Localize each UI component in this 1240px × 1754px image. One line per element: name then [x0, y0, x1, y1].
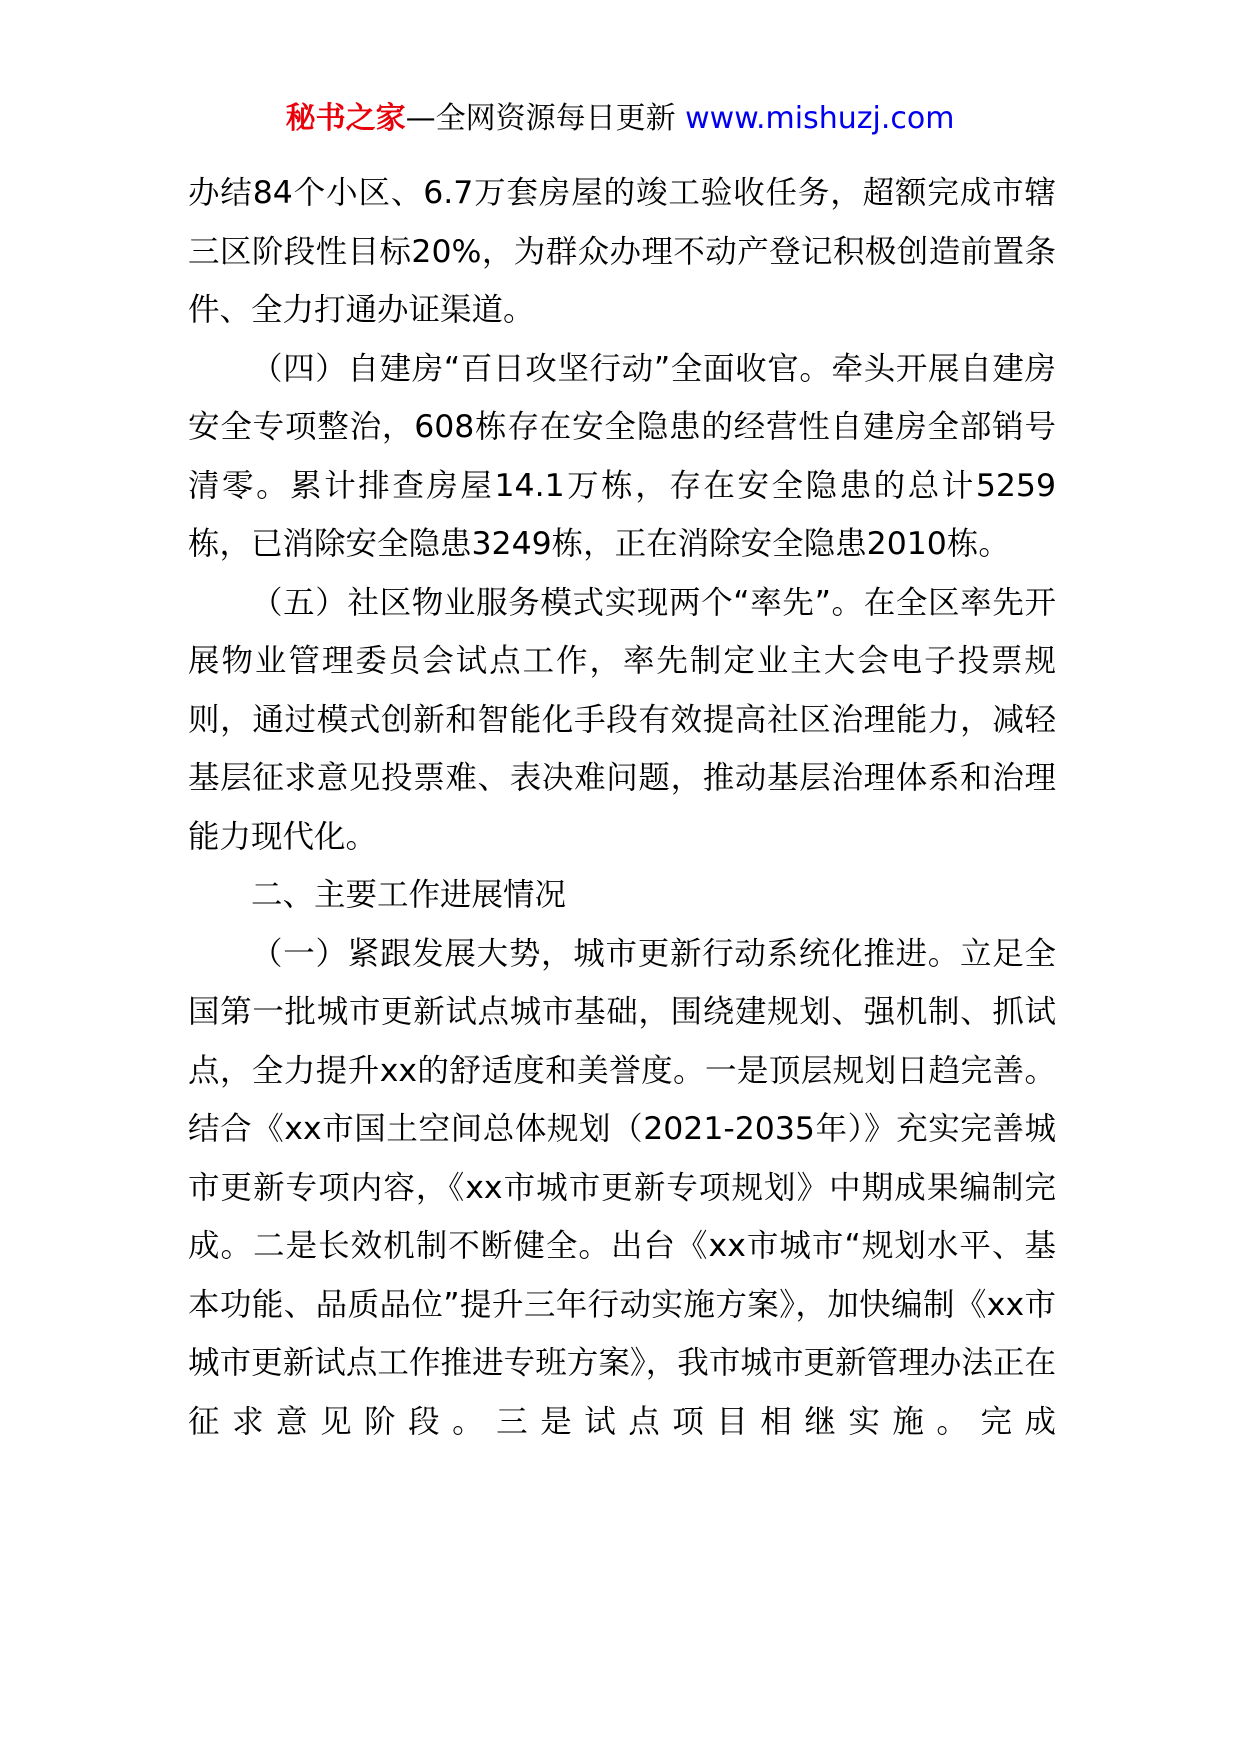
paragraph-continued: 办结84个小区、6.7万套房屋的竣工验收任务，超额完成市辖三区阶段性目标20%，为群众办理不动产登记积极创造前置条件、全力打通办证渠道。: [188, 175, 1056, 328]
paragraph-subsection-1: （一）紧跟发展大势，城市更新行动系统化推进。立足全国第一批城市更新试点城市基础，围绕建规划、强机制、抓试点，全力提升xx的舒适度和美誉度。一是顶层规划日趋完善。结合《xx市国土空间总体规划（2021-2035年）》充实完善城市更新专项内容，《xx市城市更新专项规划》中期成果编制完成。二是长效机制不断健全。出台《xx市城市“规划水平、基本功能、品质品位”提升三年行动实施方案》，加快编制《xx市城市更新试点工作推进专班方案》，我市城市更新管理办法正在征求意见阶段。三是试点项目相继实施。完成: [188, 935, 1056, 1440]
header-tagline: —全网资源每日更新: [405, 101, 686, 136]
document-body: [188, 164, 1056, 1451]
paragraph-section-4: （四）自建房“百日攻坚行动”全面收官。牵头开展自建房安全专项整治，608栋存在安全隐患的经营性自建房全部销号清零。累计排查房屋14.1万栋，存在安全隐患的总计5259栋，已消除安全隐患3249栋，正在消除安全隐患2010栋。: [188, 350, 1056, 562]
paragraph-section-5: （五）社区物业服务模式实现两个“率先”。在全区率先开展物业管理委员会试点工作，率先制定业主大会电子投票规则，通过模式创新和智能化手段有效提高社区治理能力，减轻基层征求意见投票难、表决难问题，推动基层治理体系和治理能力现代化。: [188, 584, 1056, 855]
section-heading-2: 二、主要工作进展情况: [251, 877, 567, 913]
site-url-link[interactable]: www.mishuzj.com: [685, 101, 955, 136]
page-header: [0, 98, 1240, 140]
brand-name: 秘书之家: [285, 101, 406, 136]
